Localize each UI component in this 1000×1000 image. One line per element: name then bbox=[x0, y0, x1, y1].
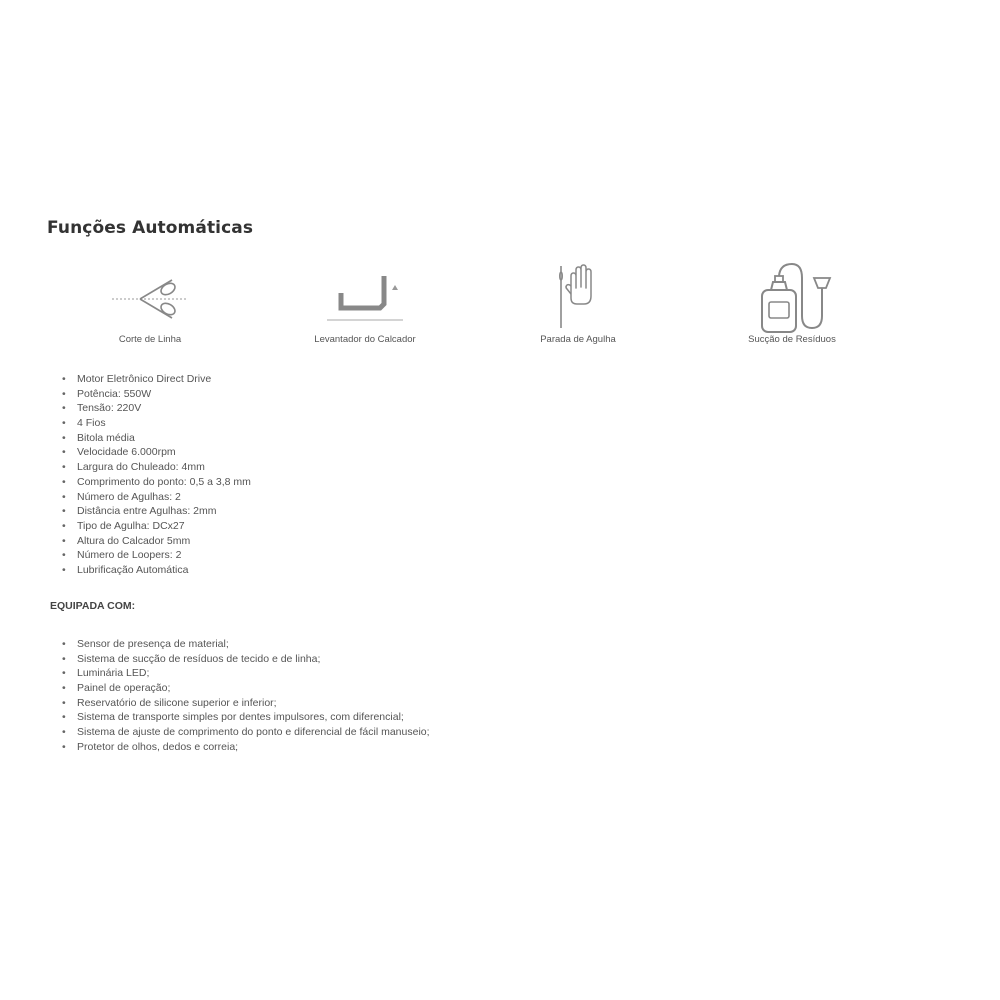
feature-needle-stop bbox=[478, 258, 678, 345]
section-title: Funções Automáticas bbox=[47, 218, 254, 238]
list-item: • Bitola média bbox=[62, 431, 251, 446]
list-item: • Reservatório de silicone superior e inferior; bbox=[62, 696, 430, 711]
equipped-title: EQUIPADA COM: bbox=[50, 600, 136, 612]
list-item: • Sistema de sucção de resíduos de tecido e de linha; bbox=[62, 652, 430, 667]
features-row bbox=[0, 258, 1000, 358]
list-item: • Distância entre Agulhas: 2mm bbox=[62, 504, 251, 519]
feature-label: Sucção de Resíduos bbox=[748, 334, 836, 345]
scissors-icon bbox=[110, 258, 190, 328]
equipped-list bbox=[62, 637, 430, 755]
list-item: • Número de Agulhas: 2 bbox=[62, 490, 251, 505]
needle-stop-icon bbox=[538, 258, 618, 328]
feature-thread-cut bbox=[50, 258, 250, 345]
waste-suction-icon bbox=[752, 258, 832, 338]
list-item: • Sensor de presença de material; bbox=[62, 637, 430, 652]
list-item: • Painel de operação; bbox=[62, 681, 430, 696]
list-item: • Tipo de Agulha: DCx27 bbox=[62, 519, 251, 534]
feature-waste-suction bbox=[692, 258, 892, 345]
list-item: • Potência: 550W bbox=[62, 387, 251, 402]
list-item: • Largura do Chuleado: 4mm bbox=[62, 460, 251, 475]
presser-foot-lifter-icon bbox=[325, 258, 405, 328]
list-item: • Lubrificação Automática bbox=[62, 563, 251, 578]
feature-label: Levantador do Calcador bbox=[314, 334, 416, 345]
specs-list bbox=[62, 372, 251, 578]
list-item: • Motor Eletrônico Direct Drive bbox=[62, 372, 251, 387]
feature-presser-foot-lifter bbox=[265, 258, 465, 345]
feature-label: Parada de Agulha bbox=[540, 334, 616, 345]
list-item: • 4 Fios bbox=[62, 416, 251, 431]
list-item: • Sistema de transporte simples por dentes impulsores, com diferencial; bbox=[62, 710, 430, 725]
list-item: • Luminária LED; bbox=[62, 666, 430, 681]
list-item: • Tensão: 220V bbox=[62, 401, 251, 416]
list-item: • Número de Loopers: 2 bbox=[62, 548, 251, 563]
list-item: • Altura do Calcador 5mm bbox=[62, 534, 251, 549]
list-item: • Velocidade 6.000rpm bbox=[62, 445, 251, 460]
feature-label: Corte de Linha bbox=[118, 334, 182, 345]
list-item: • Protetor de olhos, dedos e correia; bbox=[62, 740, 430, 755]
list-item: • Comprimento do ponto: 0,5 a 3,8 mm bbox=[62, 475, 251, 490]
list-item: • Sistema de ajuste de comprimento do ponto e diferencial de fácil manuseio; bbox=[62, 725, 430, 740]
